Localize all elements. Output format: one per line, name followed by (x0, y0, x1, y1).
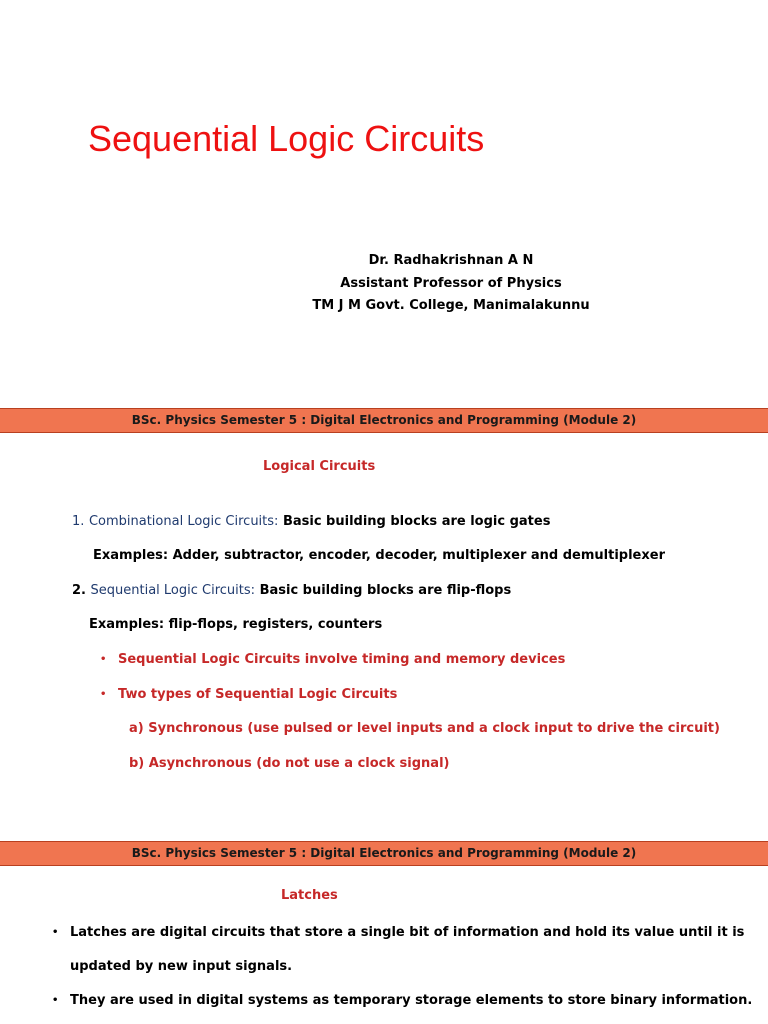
type-asynchronous: b) Asynchronous (do not use a clock signal) (129, 756, 450, 771)
slide2-banner: BSc. Physics Semester 5 : Digital Electronics and Programming (Module 2) (0, 408, 768, 433)
item1-number: 1. (72, 514, 85, 529)
bullet-icon: • (52, 995, 59, 1006)
item2-examples: Examples: flip-flops, registers, counters (89, 617, 383, 632)
author-position: Assistant Professor of Physics (340, 275, 562, 291)
bullet-icon: • (100, 689, 107, 700)
latch-bullet-1: • Latches are digital circuits that store a single bit of information and hold its value until it is (52, 925, 745, 940)
slide3-heading: Latches (281, 888, 338, 903)
author-name: Dr. Radhakrishnan A N (368, 253, 534, 268)
item2-number: 2. (72, 583, 86, 598)
item1-term: Combinational Logic Circuits: (88, 514, 279, 529)
slide2-heading: Logical Circuits (263, 459, 376, 474)
bullet-icon: • (52, 927, 59, 938)
title-slide (0, 0, 768, 405)
author-block (0, 250, 768, 318)
bullet-icon: • (100, 654, 107, 665)
latch-bullet-2: • They are used in digital systems as temporary storage elements to store binary information. (52, 993, 753, 1008)
item1-desc: Basic building blocks are logic gates (282, 514, 551, 529)
item1-examples: Examples: Adder, subtractor, encoder, decoder, multiplexer and demultiplexer (93, 548, 665, 563)
slide3-banner: BSc. Physics Semester 5 : Digital Electronics and Programming (Module 2) (0, 841, 768, 866)
item1-line (72, 514, 550, 529)
type-synchronous: a) Synchronous (use pulsed or level inputs and a clock input to drive the circuit) (129, 721, 720, 736)
item2-term: Sequential Logic Circuits: (90, 583, 256, 598)
bullet-timing: • Sequential Logic Circuits involve timing and memory devices (100, 652, 566, 667)
slide-title: Sequential Logic Circuits (88, 118, 485, 159)
author-college: TM J M Govt. College, Manimalakunnu (312, 298, 590, 313)
latch-bullet-1-cont: updated by new input signals. (70, 959, 293, 974)
bullet-two-types: • Two types of Sequential Logic Circuits (100, 687, 398, 702)
item2-desc: Basic building blocks are flip-flops (259, 583, 512, 598)
item2-line (72, 583, 511, 598)
